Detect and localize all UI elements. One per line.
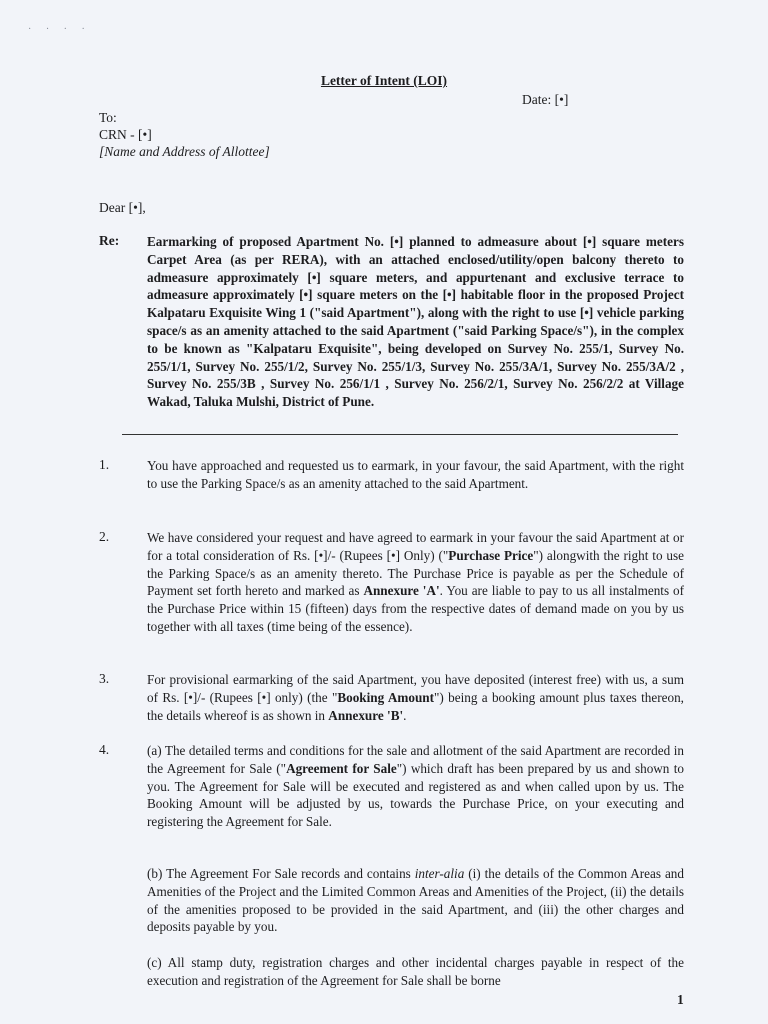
paragraph-2 — [147, 529, 684, 636]
defined-term: Agreement for Sale — [286, 760, 397, 776]
salutation: Dear [•], — [99, 200, 146, 215]
paragraph-3 — [147, 671, 684, 724]
to-label: To: — [99, 110, 117, 125]
para-number: 4. — [99, 742, 110, 757]
paragraph-text: (b) The Agreement For Sale records and contains — [147, 866, 415, 881]
para-number: 2. — [99, 529, 110, 544]
letter-date: Date: [•] — [522, 92, 569, 107]
subject-text: Earmarking of proposed Apartment No. [•] planned to admeasure about [•] square meters Carpet Area (as per RERA), with an attached enclosed/utility/open balcony thereto to admeasure approximately [•] square meters, and appurtenant and exclusive terrace to admeasure approximately [•] square meters on the [•] habitable floor in the proposed Project Kalpataru Exquisite Wing 1 ("said Apartment"), along with the right to use [•] vehicle parking space/s as an amenity attached to the said Apartment ("said Parking Space/s"), in the complex to be known as "Kalpataru Exquisite", being developed on Survey No. 255/1, Survey No. 255/1/1, Survey No. 255/1/2, Survey No. 255/1/3, Survey No. 255/3A/1, Survey No. 255/3A/2 , Survey No. 255/3B , Survey No. 256/1/1 , Survey No. 256/2/1, Survey No. 256/2/2 at Village Wakad, Taluka Mulshi, District of Pune. — [147, 234, 684, 410]
paragraph-text: For provisional earmarking of the said Apartment, you have deposited (interest free) with us, a sum of Rs. [•]/- (Rupees [•] only) (the " — [147, 672, 684, 705]
re-label: Re: — [99, 233, 120, 248]
crn-line: CRN - [•] — [99, 127, 152, 142]
paragraph-text: (i) the details of the Common Areas and Amenities of the Project and the Limited Common Areas and Amenities of the Project, (ii) the details of the amenities proposed to be provided in the said Apartment, and (iii) the other charges and deposits payable by you. — [147, 866, 684, 935]
latin-term: inter-alia — [414, 866, 465, 881]
paragraph-4b — [147, 865, 684, 936]
paragraph-text: We have considered your request and have agreed to earmark in your favour the said Apartment at or for a total consideration of Rs. [•]/- (Rupees [•] Only) (" — [147, 530, 684, 563]
paragraph-1 — [147, 457, 684, 493]
allottee-name-address: [Name and Address of Allottee] — [99, 144, 270, 159]
defined-term: Booking Amount — [337, 689, 435, 705]
defined-term: Purchase Price — [448, 547, 534, 563]
defined-term: Annexure 'A' — [363, 583, 440, 599]
recipient-block — [99, 109, 270, 160]
paragraph-text: (c) All stamp duty, registration charges and other incidental charges payable in respect of the execution and registration of the Agreement for Sale shall be borne — [147, 955, 684, 988]
page-number: 1 — [677, 992, 684, 1007]
paragraph-text: ") being a booking amount plus taxes thereon, the details whereof is as shown in — [147, 689, 684, 723]
divider-line — [122, 434, 678, 435]
paragraph-4a — [147, 742, 684, 831]
scan-specks: · · · · — [28, 24, 91, 35]
para-number: 1. — [99, 457, 110, 472]
defined-term: Annexure 'B' — [328, 707, 404, 723]
paragraph-text: (a) The detailed terms and conditions for the sale and allotment of the said Apartment are recorded in the Agreement for Sale (" — [147, 743, 684, 776]
letter-title: Letter of Intent (LOI) — [320, 73, 448, 88]
paragraph-text: You have approached and requested us to earmark, in your favour, the said Apartment, with the right to use the Parking Space/s as an amenity attached to the said Apartment. — [147, 458, 684, 491]
paragraph-text: ") alongwith the right to use the Parking Space/s as an amenity thereto. The Purchase Price is payable as per the Schedule of Payment set forth hereto and marked as — [147, 547, 684, 599]
paragraph-text: ") which draft has been prepared by us and shown to you. The Agreement for Sale will be executed and registered as and when called upon by us. The Booking Amount will be adjusted by us, towards the Purchase Price, on your executing and registering the Agreement for Sale. — [147, 760, 684, 830]
para-number: 3. — [99, 671, 110, 686]
paragraph-text: . — [403, 707, 407, 723]
paragraph-text: . You are liable to pay to us all instalments of the Purchase Price within 15 (fifteen) days from the respective dates of demand made on you by us together with all taxes (time being of the essence). — [147, 583, 685, 634]
paragraph-4c — [147, 954, 684, 990]
